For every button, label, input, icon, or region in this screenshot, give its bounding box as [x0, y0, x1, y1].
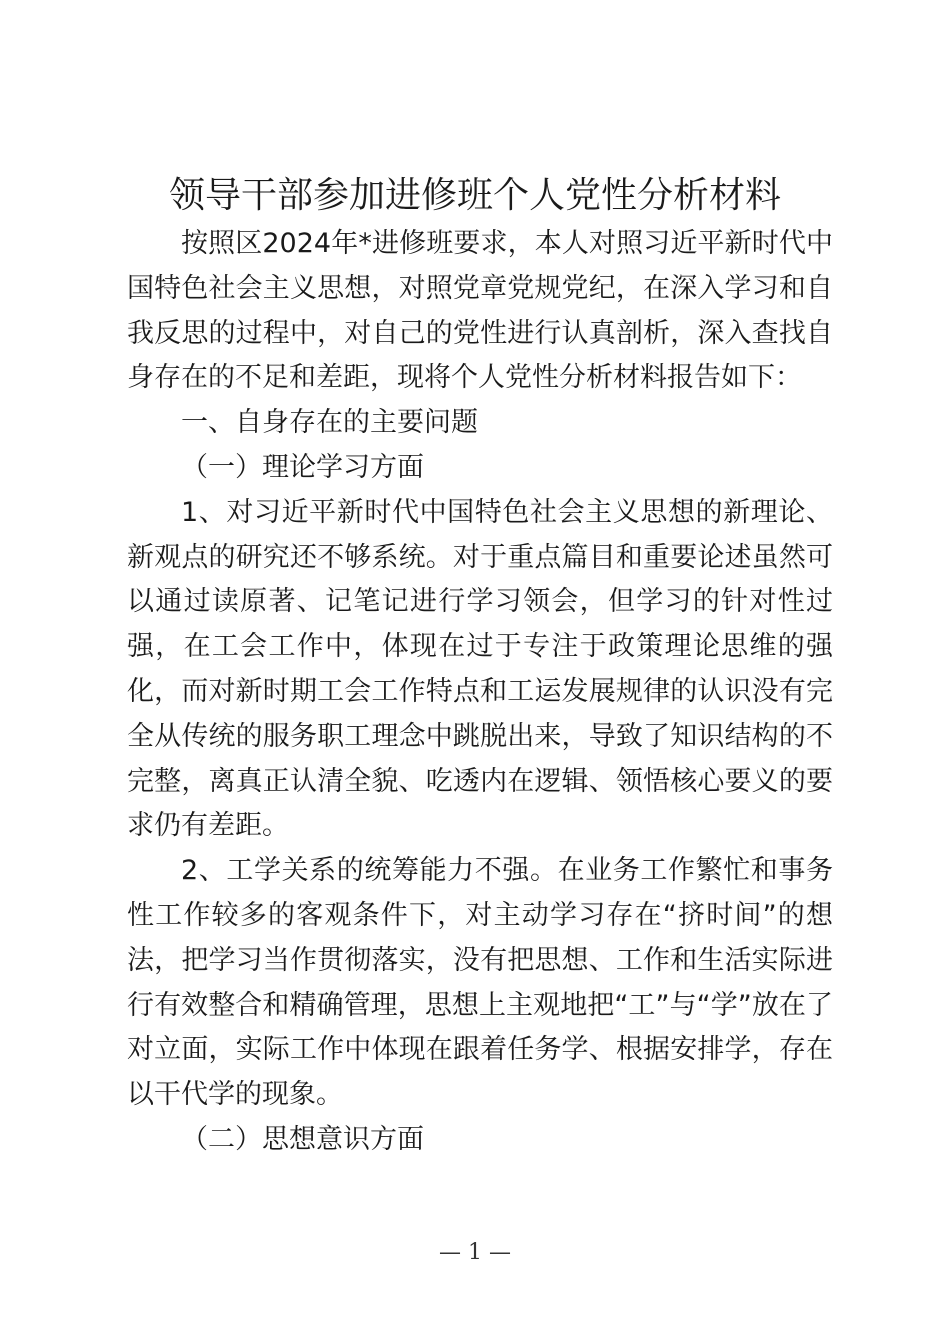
theory-point-1: 1、对习近平新时代中国特色社会主义思想的新理论、新观点的研究还不够系统。对于重点篇目和重要论述虽然可以通过读原著、记笔记进行学习领会，但学习的针对性过强，在工会工作中，体现在过于专注于政策理论思维的强化，而对新时期工会工作特点和工运发展规律的认识没有完全从传统的服务职工理念中跳脱出来，导致了知识结构的不完整，离真正认清全貌、吃透内在逻辑、领悟核心要义的要求仍有差距。	[127, 496, 833, 842]
document-title: 领导干部参加进修班个人党性分析材料	[168, 175, 781, 216]
intro-paragraph: 按照区2024年*进修班要求，本人对照习近平新时代中国特色社会主义思想，对照党章党规党纪，在深入学习和自我反思的过程中，对自己的党性进行认真剖析，深入查找自身存在的不足和差距，现将个人党性分析材料报告如下：	[127, 228, 833, 394]
page-number: — 1 —	[439, 1240, 511, 1265]
subsection-heading-ideology: （二）思想意识方面	[181, 1123, 424, 1155]
subsection-heading-theory: （一）理论学习方面	[181, 451, 424, 483]
section-heading-1: 一、自身存在的主要问题	[181, 407, 478, 439]
theory-point-2: 2、工学关系的统筹能力不强。在业务工作繁忙和事务性工作较多的客观条件下，对主动学习存在“挤时间”的想法，把学习当作贯彻落实，没有把思想、工作和生活实际进行有效整合和精确管理，思想上主观地把“工”与“学”放在了对立面，实际工作中体现在跟着任务学、根据安排学，存在以干代学的现象。	[127, 855, 833, 1111]
document-body	[127, 222, 833, 1163]
